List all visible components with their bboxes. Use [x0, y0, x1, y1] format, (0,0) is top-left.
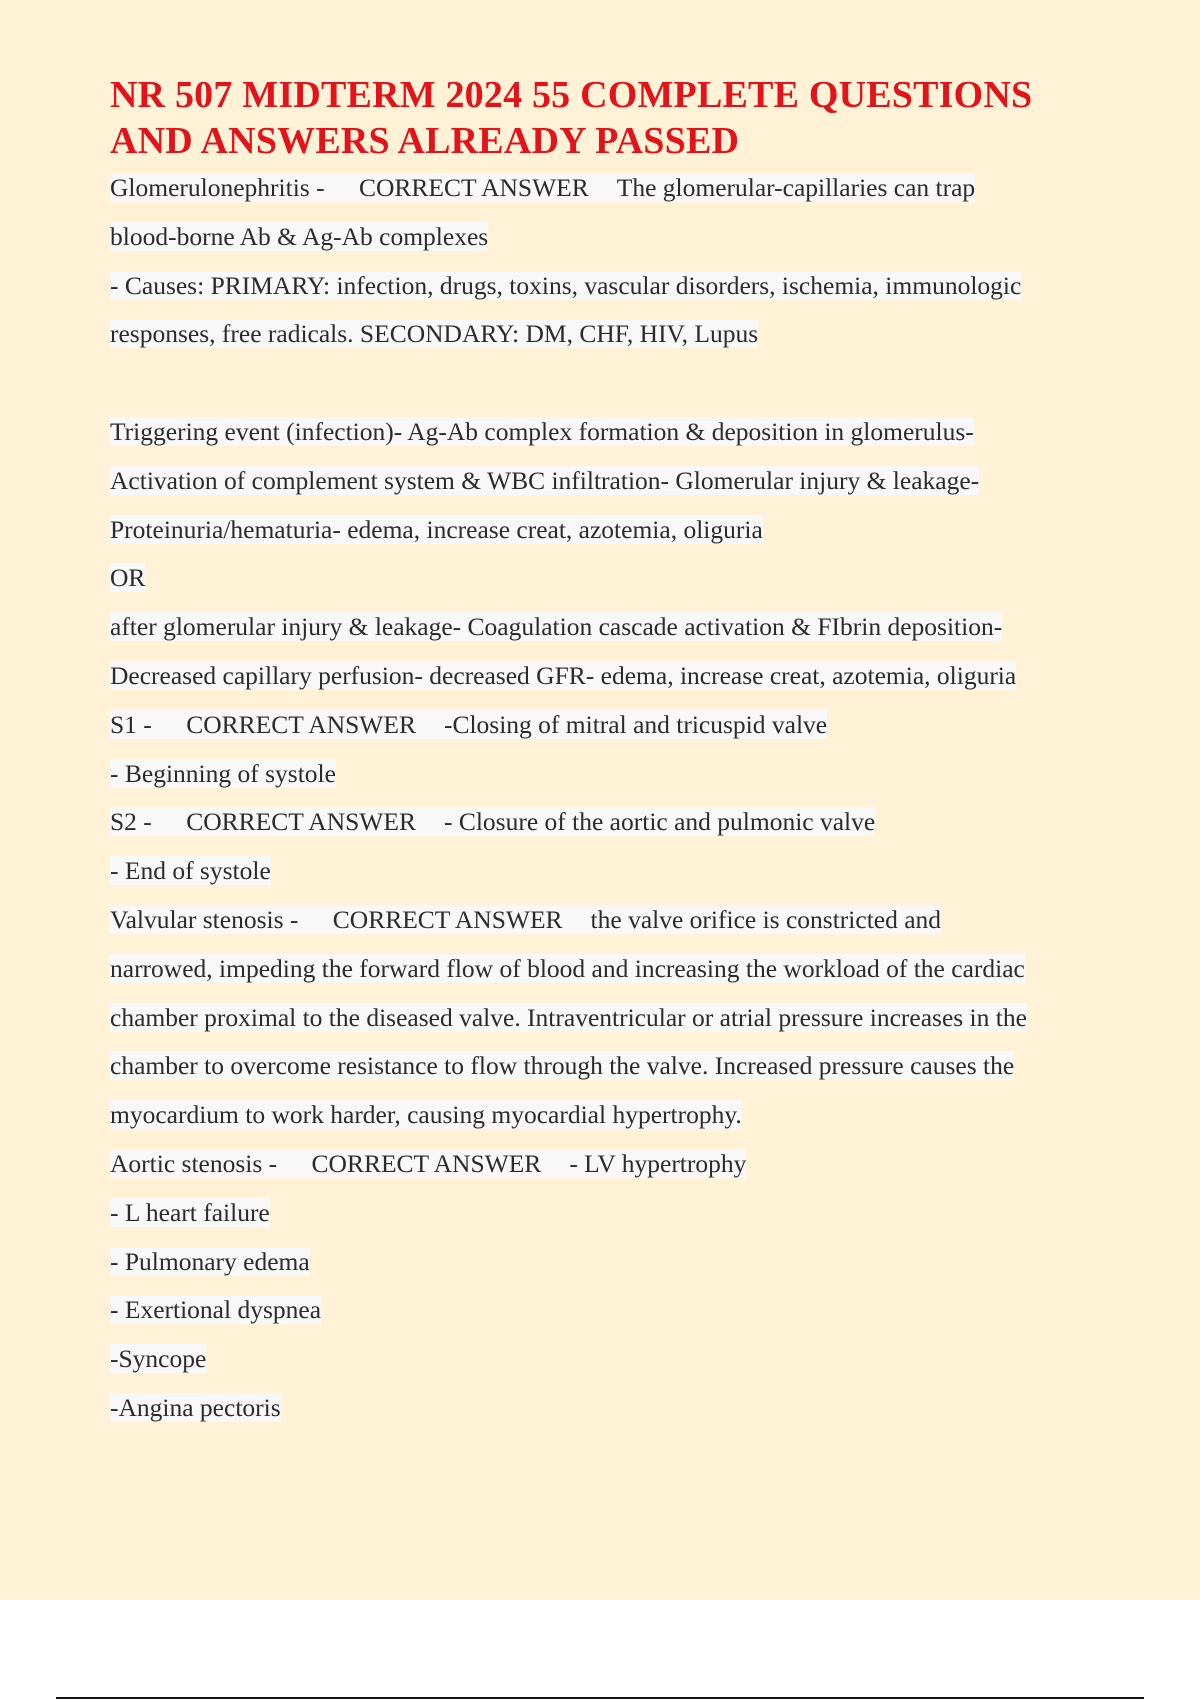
title-line-2: AND ANSWERS ALREADY PASSED: [110, 120, 740, 162]
text-line: [110, 994, 1130, 1043]
text-line: [110, 603, 1130, 652]
text-line: [110, 1286, 1130, 1335]
highlighted-text: [110, 1149, 746, 1178]
text-line: [110, 1335, 1130, 1384]
question-line: [110, 164, 1130, 213]
answer-text: - Closure of the aortic and pulmonic valve: [443, 807, 876, 837]
correct-answer-marker: CORRECT ANSWER: [311, 1148, 542, 1178]
line-text: - Causes: PRIMARY: infection, drugs, toxins, vascular disorders, ischemia, immunologic: [110, 270, 1022, 300]
highlighted-text: [110, 905, 941, 934]
text-line: [110, 847, 1130, 896]
text-line: [110, 1238, 1130, 1287]
text-line: [110, 945, 1130, 994]
correct-answer-marker: CORRECT ANSWER: [332, 904, 563, 934]
line-text: - Beginning of systole: [110, 758, 336, 788]
line-text: - End of systole: [110, 856, 271, 886]
text-line: [110, 1189, 1130, 1238]
title-line-1: NR 507 MIDTERM 2024 55 COMPLETE QUESTIONS: [110, 74, 1033, 116]
line-text: - Exertional dyspnea: [110, 1295, 322, 1325]
document-title: [110, 72, 1130, 164]
line-text: Triggering event (infection)- Ag-Ab complex formation & deposition in glomerulus-: [110, 416, 974, 446]
question-term: S1 -: [110, 709, 159, 739]
line-text: OR: [110, 563, 146, 593]
line-text: responses, free radicals. SECONDARY: DM, CHF, HIV, Lupus: [110, 319, 759, 349]
text-line: [110, 652, 1130, 701]
answer-text: The glomerular-capillaries can trap: [616, 173, 976, 202]
line-text: narrowed, impeding the forward flow of blood and increasing the workload of the cardiac: [110, 953, 1025, 983]
text-line: [110, 1384, 1130, 1433]
line-text: chamber to overcome resistance to flow through the valve. Increased pressure causes the: [110, 1051, 1015, 1081]
text-line: [110, 262, 1130, 311]
qa-list: [110, 164, 1130, 1433]
line-text: - Pulmonary edema: [110, 1246, 310, 1276]
question-term: Glomerulonephritis -: [110, 173, 331, 202]
question-line: [110, 701, 1130, 750]
answer-text: - LV hypertrophy: [569, 1148, 747, 1178]
footer-divider: [56, 1697, 1144, 1699]
correct-answer-marker: CORRECT ANSWER: [186, 807, 416, 837]
text-line: [110, 1091, 1130, 1140]
blank-line: [110, 359, 1130, 408]
line-text: Proteinuria/hematuria- edema, increase creat, azotemia, oliguria: [110, 514, 763, 544]
correct-answer-marker: CORRECT ANSWER: [186, 709, 416, 739]
text-line: [110, 408, 1130, 457]
question-term: S2 -: [110, 807, 159, 837]
text-line: [110, 1042, 1130, 1091]
question-line: [110, 798, 1130, 847]
line-text: - L heart failure: [110, 1197, 270, 1227]
question-line: [110, 1140, 1130, 1189]
text-line: [110, 310, 1130, 359]
highlighted-text: [110, 173, 975, 202]
text-line: [110, 506, 1130, 555]
correct-answer-marker: CORRECT ANSWER: [358, 173, 589, 202]
answer-text: the valve orifice is constricted and: [590, 904, 942, 934]
text-line: [110, 750, 1130, 799]
line-text: Activation of complement system & WBC infiltration- Glomerular injury & leakage-: [110, 465, 980, 495]
line-text: -Syncope: [110, 1344, 207, 1374]
highlighted-text: [110, 807, 875, 836]
text-line: [110, 457, 1130, 506]
question-term: Valvular stenosis -: [110, 904, 305, 934]
text-line: [110, 554, 1130, 603]
line-text: myocardium to work harder, causing myocardial hypertrophy.: [110, 1100, 742, 1130]
line-text: after glomerular injury & leakage- Coagulation cascade activation & FIbrin deposition-: [110, 612, 1003, 642]
answer-text: -Closing of mitral and tricuspid valve: [443, 709, 828, 739]
line-text: blood-borne Ab & Ag-Ab complexes: [110, 221, 489, 251]
question-line: [110, 896, 1130, 945]
text-line: [110, 213, 1130, 262]
line-text: chamber proximal to the diseased valve. Intraventricular or atrial pressure increases in the: [110, 1002, 1027, 1032]
question-term: Aortic stenosis -: [110, 1148, 284, 1178]
line-text: -Angina pectoris: [110, 1392, 281, 1422]
document-content: [110, 72, 1130, 1433]
highlighted-text: [110, 710, 827, 739]
line-text: Decreased capillary perfusion- decreased GFR- edema, increase creat, azotemia, oliguria: [110, 660, 1017, 690]
